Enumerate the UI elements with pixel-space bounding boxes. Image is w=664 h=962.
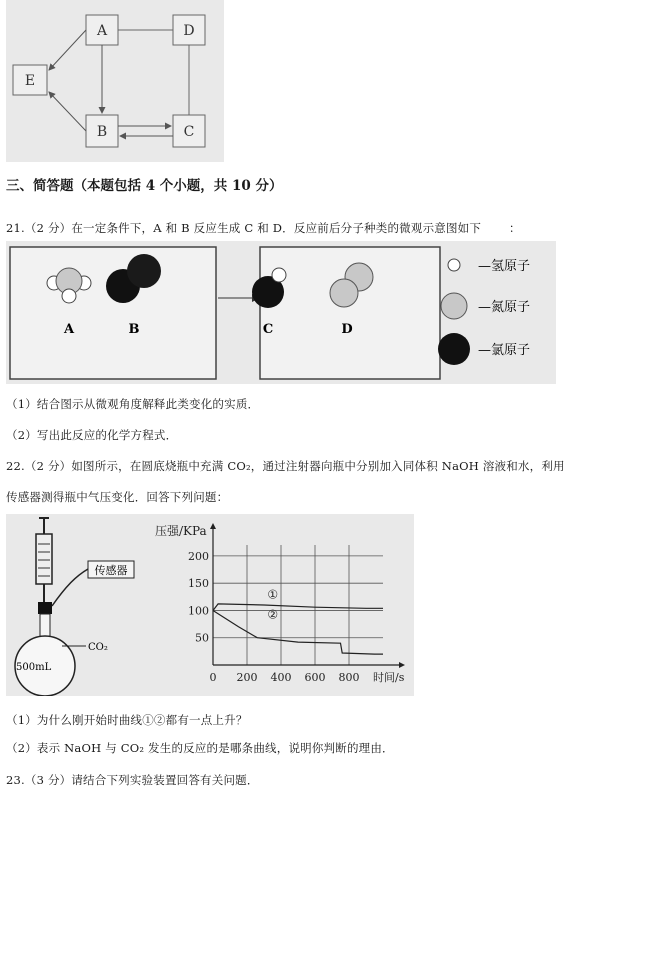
series-label-2: ②	[267, 607, 279, 622]
q22-sub1: （1）为什么刚开始时曲线①②都有一点上升？	[6, 713, 248, 727]
y-tick-label: 50	[195, 631, 209, 645]
y-axis-arrow	[210, 523, 216, 529]
y-tick-label: 150	[188, 577, 209, 591]
q22-line2: 传感器测得瓶中气压变化．回答下列问题：	[6, 490, 229, 504]
q21-sub2: （2）写出此反应的化学方程式．	[6, 428, 178, 442]
x-tick-label: 400	[270, 671, 292, 684]
sensor-label: 传感器	[94, 564, 128, 577]
y-tick-label: 200	[188, 549, 209, 563]
x-tick-label: 800	[338, 671, 360, 684]
q21-stem-text: 21.（2 分）在一定条件下，A 和 B 反应生成 C 和 D．反应前后分子种类的微观示意图如下	[6, 221, 482, 235]
x-axis-arrow	[399, 662, 405, 668]
series-label-1: ①	[267, 587, 279, 602]
node-b-label: B	[96, 124, 108, 140]
q21-stem-colon: ：	[508, 221, 521, 235]
relationship-diagram	[6, 0, 224, 162]
q21-stem	[6, 220, 521, 236]
edge-b-e	[49, 92, 86, 131]
molecule-diagram	[6, 241, 556, 384]
y-axis-label: 压强/KPa	[155, 524, 207, 538]
section-heading: 三、简答题（本题包括 4 个小题，共 10 分）	[6, 178, 283, 194]
syringe-apparatus	[15, 518, 134, 696]
series-line-2	[213, 611, 383, 655]
legend	[438, 259, 530, 365]
x-tick-label: 200	[236, 671, 258, 684]
x-tick-label: 0	[209, 671, 217, 684]
node-e-label: E	[24, 73, 36, 89]
legend-hydrogen: —氢原子	[478, 259, 531, 274]
node-a-label: A	[96, 23, 108, 39]
legend-chlorine: —氯原子	[478, 343, 531, 358]
gas-label: CO₂	[88, 642, 108, 653]
experiment-figure	[6, 514, 414, 696]
node-d-label: D	[183, 23, 195, 39]
label-b: B	[128, 322, 140, 337]
pressure-time-chart	[155, 523, 405, 684]
reactants-box	[10, 247, 216, 379]
edge-a-e	[49, 30, 86, 70]
label-d: D	[341, 322, 353, 337]
q22-line1: 22.（2 分）如图所示，在圆底烧瓶中充满 CO₂，通过注射器向瓶中分别加入同体积 NaOH 溶液和水，利用	[6, 459, 565, 473]
label-c: C	[262, 322, 274, 337]
y-tick-label: 100	[188, 604, 209, 618]
q23-stem: 23.（3 分）请结合下列实验装置回答有关问题．	[6, 773, 259, 787]
q21-sub1: （1）结合图示从微观角度解释此类变化的实质．	[6, 397, 260, 411]
x-tick-label: 600	[304, 671, 326, 684]
x-axis-label: 时间/s	[373, 671, 405, 684]
series-line-1	[213, 604, 383, 611]
node-c-label: C	[183, 124, 195, 140]
legend-nitrogen: —氮原子	[478, 300, 531, 315]
flask-volume-label: 500mL	[16, 662, 52, 673]
q22-sub2: （2）表示 NaOH 与 CO₂ 发生的反应的是哪条曲线，说明你判断的理由．	[6, 741, 394, 755]
label-a: A	[63, 322, 75, 337]
